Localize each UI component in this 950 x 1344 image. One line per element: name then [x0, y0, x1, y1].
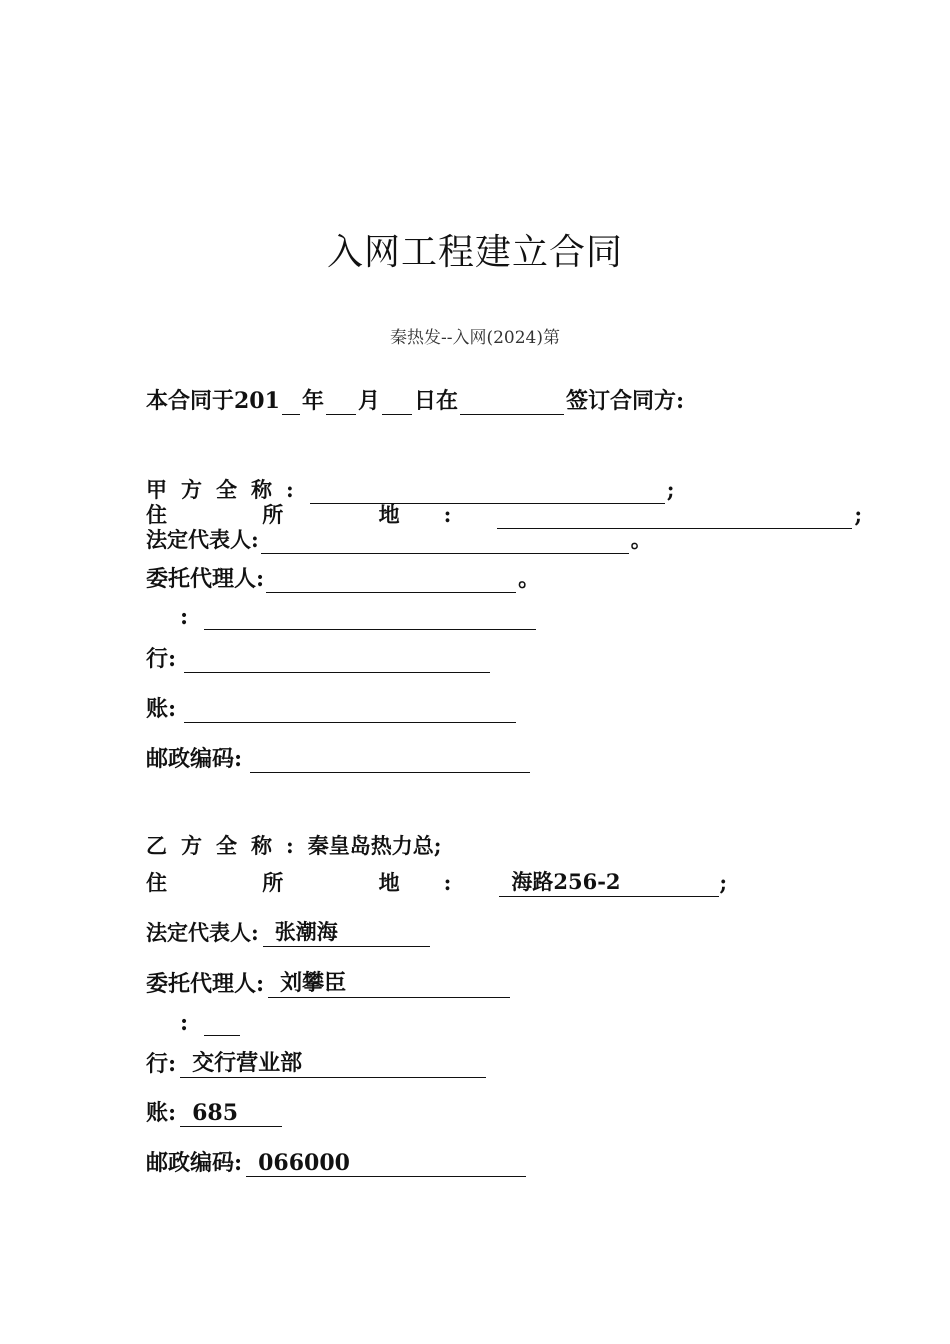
party-b-legal-rep-value: 张潮海: [263, 916, 430, 947]
party-a-name-label: 甲方全称:: [146, 477, 308, 502]
party-a-postal-label: 邮政编码:: [146, 746, 243, 772]
party-a-bank-blank[interactable]: [184, 652, 490, 673]
party-b-address-value: 海路256-2: [499, 866, 719, 897]
party-a-postal-blank[interactable]: [250, 752, 530, 773]
intro-text-4: 日在: [413, 388, 458, 414]
party-b-bank-label: 行:: [146, 1051, 177, 1077]
intro-text-5: 签订合同方:: [565, 388, 685, 414]
party-b-address-end: ;: [719, 870, 728, 895]
contract-number: 秦热发--入网(2024)第: [389, 328, 561, 348]
party-a-address-end: ;: [854, 502, 863, 527]
day-blank[interactable]: [382, 394, 412, 415]
party-b-bank-value: 交行营业部: [180, 1046, 486, 1078]
party-b-name-label: 乙方全称:: [146, 833, 308, 858]
party-b-address-row: [146, 866, 727, 897]
intro-text-1: 本合同于201: [146, 388, 280, 414]
party-a-legal-rep-row: [146, 524, 652, 554]
party-b-agent-value: 刘攀臣: [268, 966, 510, 998]
party-a-bank-row: [146, 642, 492, 673]
party-b-account-value: 685: [180, 1100, 282, 1127]
party-a-agent-row: [146, 562, 540, 593]
party-b-name-value: 秦皇岛热力总;: [307, 833, 442, 858]
intro-text-3: 月: [357, 388, 380, 414]
party-b-legal-rep-label: 法定代表人:: [146, 920, 259, 945]
party-b-account-row: [146, 1096, 282, 1127]
party-b-address-label: 住 所 地:: [146, 870, 496, 895]
party-a-colon-row: [180, 604, 538, 630]
contract-title: 入网工程建立合同: [326, 232, 623, 273]
party-a-account-label: 账:: [146, 696, 177, 722]
party-b-postal-label: 邮政编码:: [146, 1150, 243, 1176]
intro-text-2: 年: [301, 388, 324, 414]
party-a-colon-blank[interactable]: [204, 609, 536, 630]
party-a-agent-end: 。: [518, 566, 541, 592]
party-a-agent-label: 委托代理人:: [146, 566, 265, 592]
party-a-postal-row: [146, 742, 532, 773]
party-a-address-label: 住 所 地:: [146, 502, 496, 527]
party-a-legal-rep-label: 法定代表人:: [146, 527, 259, 552]
party-b-account-label: 账:: [146, 1100, 177, 1126]
party-b-agent-label: 委托代理人:: [146, 971, 265, 997]
party-a-bank-label: 行:: [146, 646, 177, 672]
party-a-colon-label: :: [180, 604, 189, 630]
party-a-legal-rep-blank[interactable]: [261, 533, 629, 554]
year-blank[interactable]: [282, 394, 300, 415]
party-a-agent-blank[interactable]: [266, 572, 516, 593]
month-blank[interactable]: [326, 394, 356, 415]
party-a-legal-rep-end: 。: [630, 527, 652, 552]
party-b-colon-row: [180, 1010, 242, 1036]
party-b-postal-value: 066000: [246, 1150, 526, 1177]
party-b-legal-rep-row: [146, 916, 430, 947]
place-blank[interactable]: [460, 394, 564, 415]
party-b-bank-row: [146, 1046, 486, 1078]
party-a-name-end: ;: [666, 477, 675, 502]
party-a-account-blank[interactable]: [184, 702, 516, 723]
party-a-account-row: [146, 692, 518, 723]
party-b-name-row: [146, 830, 442, 860]
intro-line: [146, 384, 684, 415]
party-b-agent-row: [146, 966, 510, 998]
party-b-postal-row: [146, 1146, 526, 1177]
party-b-colon-blank[interactable]: [204, 1015, 240, 1036]
party-b-colon-label: :: [180, 1010, 189, 1036]
